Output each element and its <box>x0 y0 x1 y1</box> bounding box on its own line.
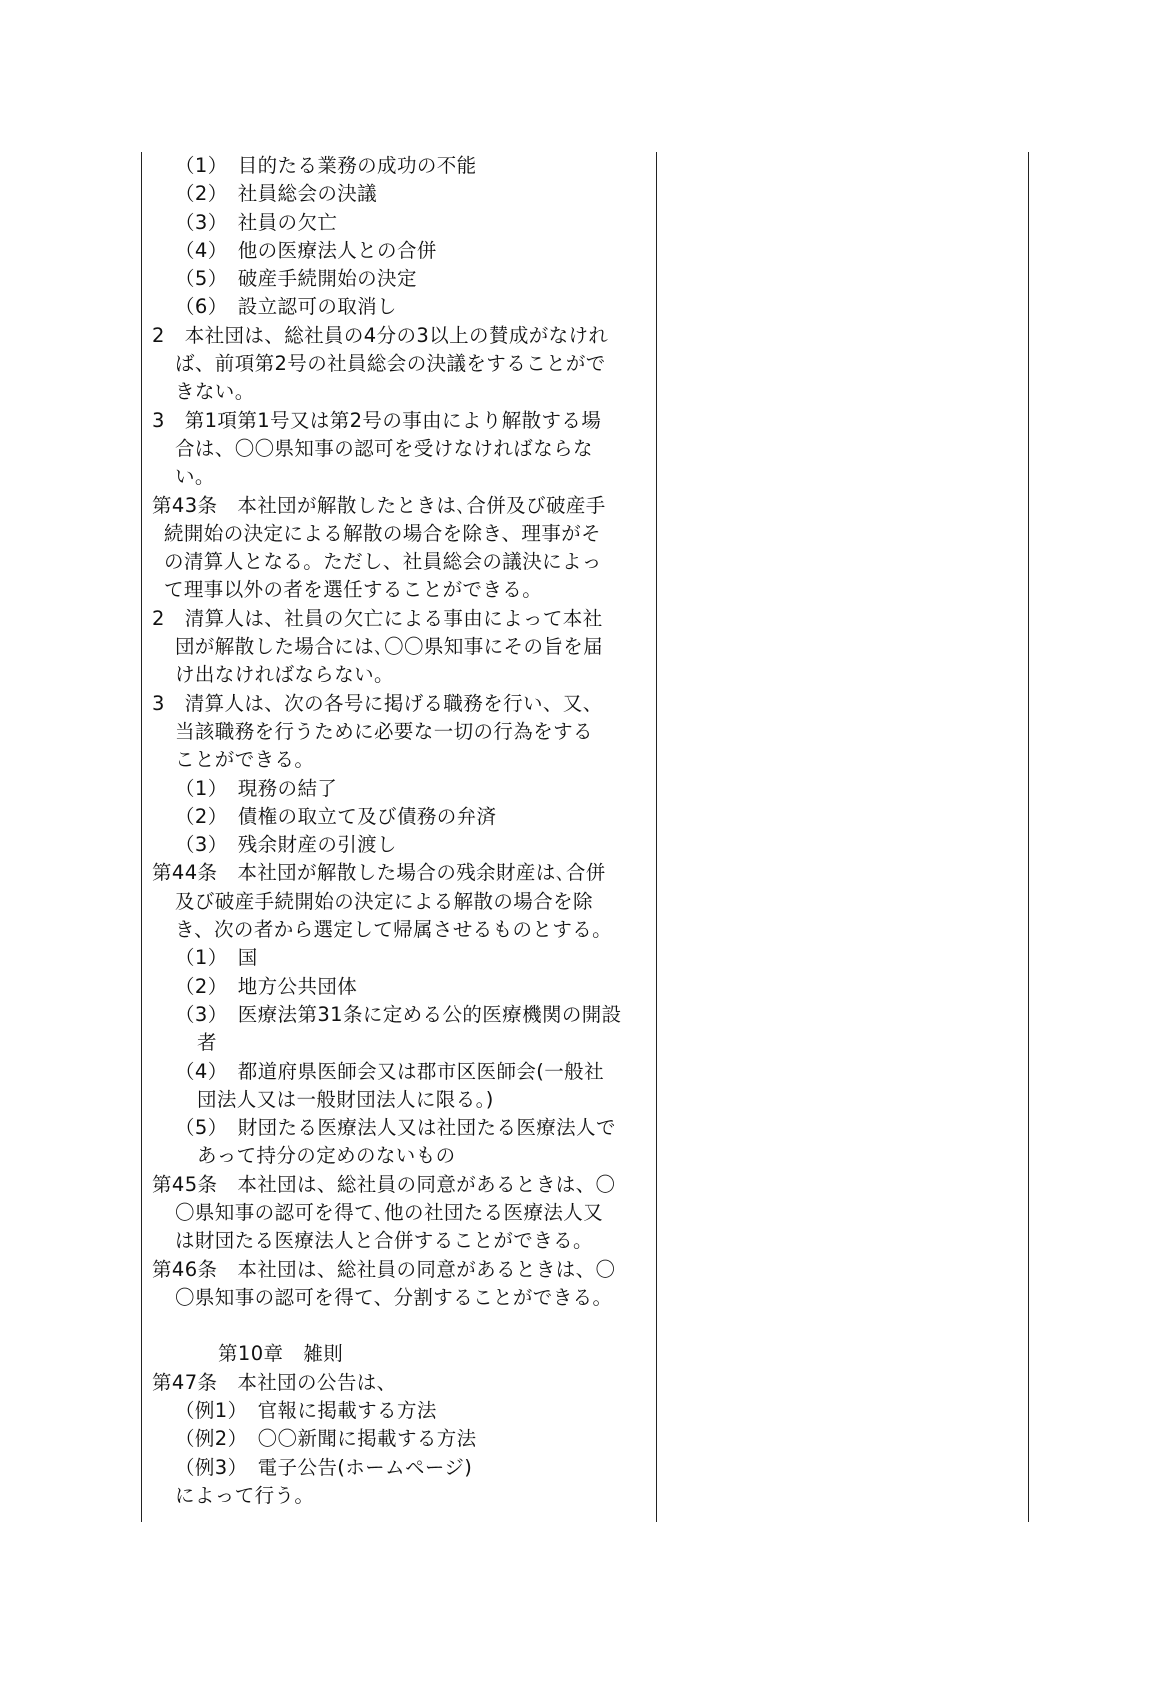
paragraph-line: ことができる。 <box>175 748 315 772</box>
paragraph-line: 続開始の決定による解散の場合を除き、理事がそ <box>164 521 602 545</box>
list-item: （例2） 〇〇新聞に掲載する方法 <box>175 1427 477 1451</box>
paragraph-line: き、次の者から選定して帰属させるものとする。 <box>175 918 613 942</box>
paragraph-line: 2 本社団は、総社員の4分の3以上の賛成がなけれ <box>152 323 609 347</box>
article-46: 第46条 本社団は、総社員の同意があるときは、〇 <box>152 1257 616 1281</box>
list-item: （例3） 電子公告(ホームページ) <box>175 1455 473 1479</box>
paragraph-line: は財団たる医療法人と合併することができる。 <box>175 1229 593 1253</box>
paragraph-line: ば、前項第2号の社員総会の決議をすることがで <box>175 352 606 376</box>
paragraph-line: の清算人となる。ただし、社員総会の議決によっ <box>164 550 602 574</box>
list-item: （1） 目的たる業務の成功の不能 <box>175 154 477 177</box>
article-43: 第43条 本社団が解散したときは､合併及び破産手 <box>152 493 606 517</box>
paragraph-line: によって行う。 <box>175 1483 315 1507</box>
list-item: （4） 都道府県医師会又は郡市区医師会(一般社 <box>175 1059 604 1083</box>
list-item: （5） 財団たる医療法人又は社団たる医療法人で <box>175 1116 616 1140</box>
paragraph-line: て理事以外の者を選任することができる。 <box>164 578 543 602</box>
list-item: （1） 国 <box>175 946 258 970</box>
list-item-continuation: 者 <box>197 1031 217 1055</box>
list-item: （2） 地方公共団体 <box>175 974 358 998</box>
paragraph-line: け出なければならない。 <box>175 663 394 687</box>
list-item: （4） 他の医療法人との合併 <box>175 238 437 262</box>
list-item: （3） 残余財産の引渡し <box>175 833 397 857</box>
paragraph-line: 〇県知事の認可を得て､他の社団たる医療法人又 <box>175 1200 604 1224</box>
list-item: （2） 債権の取立て及び債務の弁済 <box>175 804 497 828</box>
paragraph-line: い。 <box>175 465 215 489</box>
paragraph-line: 当該職務を行うために必要な一切の行為をする <box>175 719 593 743</box>
list-item: （2） 社員総会の決議 <box>175 182 378 206</box>
articles-column <box>152 152 652 1510</box>
paragraph-line: 団が解散した場合には､〇〇県知事にその旨を届 <box>175 635 604 659</box>
article-45: 第45条 本社団は、総社員の同意があるときは、〇 <box>152 1172 616 1196</box>
chapter-heading: 第10章 雑則 <box>218 1342 344 1366</box>
table-border-right <box>1028 152 1029 1522</box>
list-item: （5） 破産手続開始の決定 <box>175 267 417 291</box>
paragraph-line: 3 第1項第1号又は第2号の事由により解散する場 <box>152 408 602 432</box>
list-item: （例1） 官報に掲載する方法 <box>175 1399 437 1423</box>
table-border-left <box>141 152 142 1522</box>
article-44: 第44条 本社団が解散した場合の残余財産は､合併 <box>152 861 606 885</box>
paragraph-line: 合は、〇〇県知事の認可を受けなければならな <box>175 436 593 460</box>
list-item: （1） 現務の結了 <box>175 776 338 800</box>
paragraph-line: 3 清算人は、次の各号に掲げる職務を行い、又、 <box>152 691 603 715</box>
list-item: （3） 社員の欠亡 <box>175 210 338 234</box>
paragraph-line: 及び破産手続開始の決定による解散の場合を除 <box>175 889 593 913</box>
paragraph-line: 2 清算人は、社員の欠亡による事由によって本社 <box>152 606 603 630</box>
list-item: （6） 設立認可の取消し <box>175 295 397 319</box>
list-item: （3） 医療法第31条に定める公的医療機関の開設 <box>175 1002 622 1026</box>
blank-line <box>152 1312 652 1340</box>
paragraph-line: きない。 <box>175 380 255 404</box>
list-item-continuation: 団法人又は一般財団法人に限る。) <box>197 1087 494 1111</box>
paragraph-line: 〇県知事の認可を得て、分割することができる。 <box>175 1285 613 1309</box>
article-47: 第47条 本社団の公告は、 <box>152 1370 397 1394</box>
list-item-continuation: あって持分の定めのないもの <box>197 1144 456 1168</box>
table-border-middle <box>656 152 657 1522</box>
